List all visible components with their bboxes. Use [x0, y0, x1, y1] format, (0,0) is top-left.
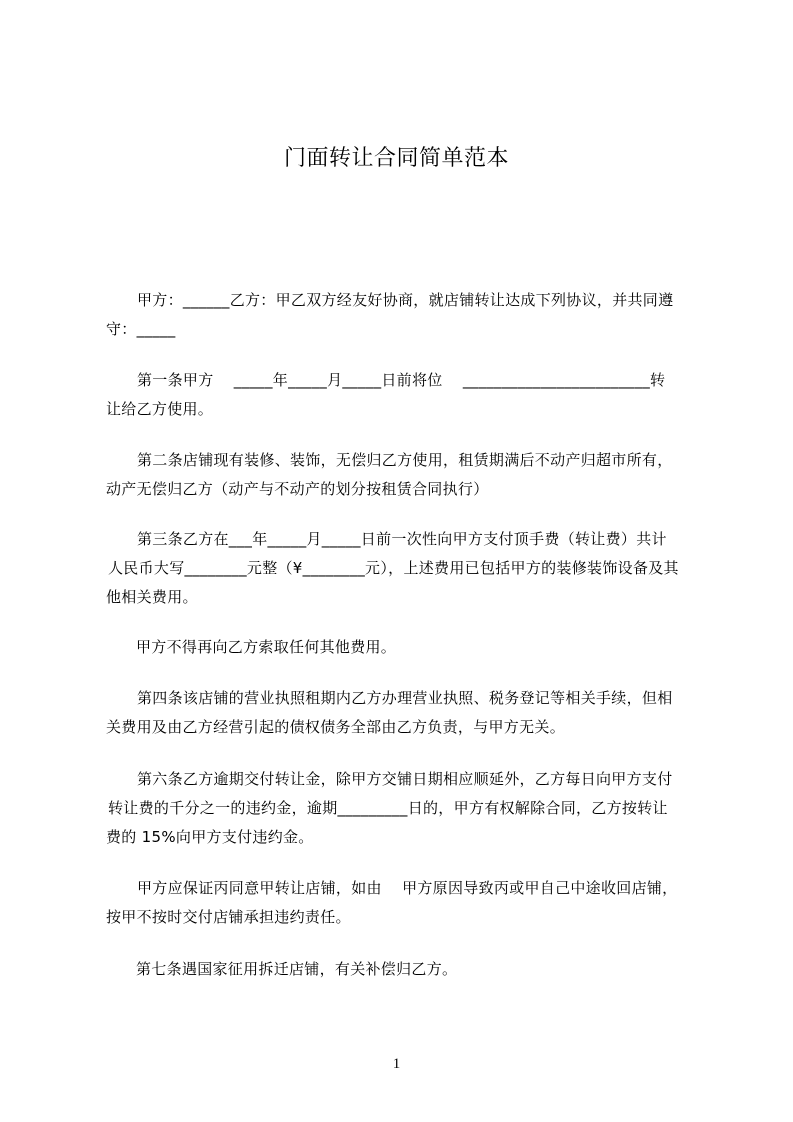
- paragraph-line: 第七条遇国家征用拆迁店铺，有关补偿归乙方。: [136, 960, 458, 978]
- paragraph-parties: [106, 286, 698, 344]
- paragraph-line: 甲方应保证丙同意甲转让店铺，如由 甲方原因导致丙或甲自己中途收回店铺，: [137, 879, 678, 897]
- paragraph-line: 第六条乙方逾期交付转让金，除甲方交铺日期相应顺延外，乙方每日向甲方支付: [137, 770, 673, 788]
- paragraph-line: 守：_____: [106, 320, 176, 338]
- paragraph-line: 他相关费用。: [106, 588, 198, 606]
- paragraph-line: 按甲不按时交付店铺承担违约责任。: [106, 908, 351, 926]
- paragraph-line: 费的 15%向甲方支付违约金。: [106, 828, 314, 846]
- paragraph-line: 转让费的千分之一的违约金，逾期_________日的，甲方有权解除合同，乙方按转让: [108, 799, 668, 817]
- paragraph-line: 让给乙方使用。: [106, 400, 214, 418]
- paragraph-line: 甲方：______乙方：甲乙双方经友好协商，就店铺转让达成下列协议，并共同遵: [137, 291, 674, 309]
- paragraph-line: 第二条店铺现有装修、装饰，无偿归乙方使用，租赁期满后不动产归超市所有，: [137, 451, 673, 469]
- paragraph-line: 甲方不得再向乙方索取任何其他费用。: [136, 638, 397, 656]
- paragraph-article-7: [106, 955, 698, 984]
- paragraph-line: 关费用及由乙方经营引起的债权债务全部由乙方负责，与甲方无关。: [106, 718, 566, 736]
- paragraph-line: 人民币大写________元整（¥________元），上述费用已包括甲方的装修装饰设备及其: [108, 559, 679, 577]
- paragraph-guarantee: [106, 874, 698, 932]
- paragraph-article-6: [106, 765, 698, 852]
- document-title: 门面转让合同简单范本: [283, 146, 509, 171]
- page-number: 1: [392, 1056, 401, 1072]
- paragraph-article-4: [106, 684, 698, 742]
- paragraph-line: 动产无偿归乙方（动产与不动产的划分按租赁合同执行）: [106, 480, 489, 498]
- paragraph-article-1: [106, 366, 698, 424]
- paragraph-line: 第三条乙方在___年_____月_____日前一次性向甲方支付顶手费（转让费）共计: [137, 530, 667, 548]
- paragraph-line: 第四条该店铺的营业执照租期内乙方办理营业执照、税务登记等相关手续，但相: [137, 689, 673, 707]
- paragraph-article-3: [106, 525, 698, 612]
- paragraph-no-other-fees: [106, 633, 698, 662]
- paragraph-line: 第一条甲方 _____年_____月_____日前将位 ________________________转: [137, 371, 666, 389]
- paragraph-article-2: [106, 446, 698, 504]
